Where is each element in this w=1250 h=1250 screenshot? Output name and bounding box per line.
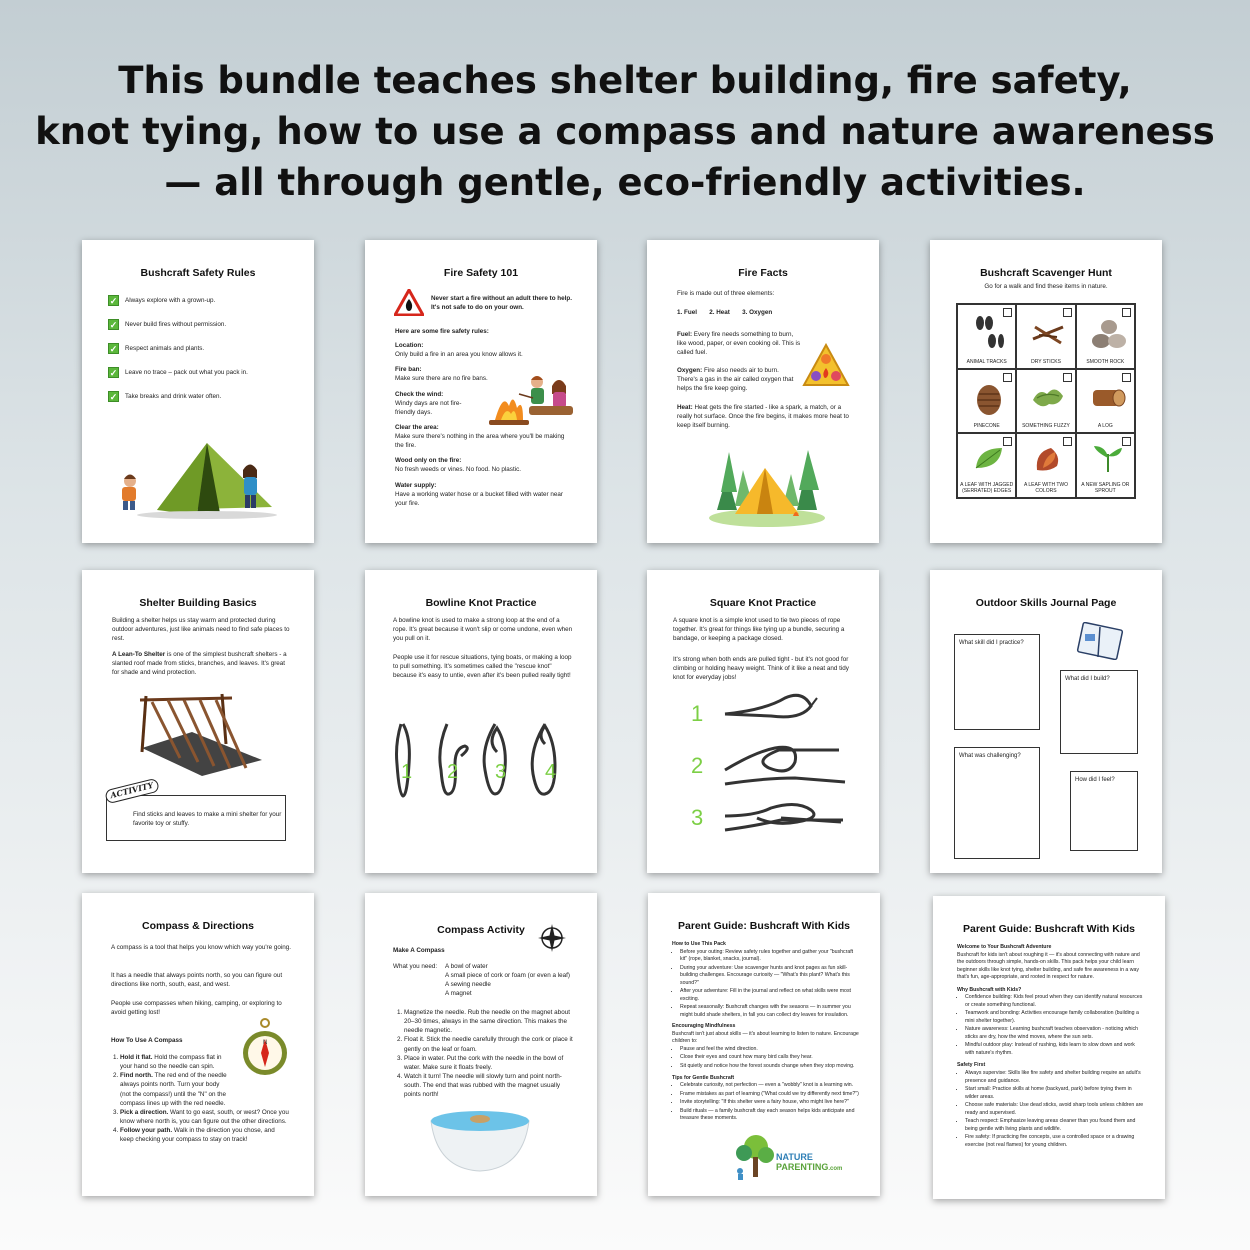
page-title: Outdoor Skills Journal Page <box>975 597 1117 609</box>
fire-rule: Location: Only build a fire in an area you know allows it. <box>395 342 523 359</box>
check-icon: ✓ <box>109 296 118 306</box>
check-icon: ✓ <box>109 368 118 378</box>
hunt-cell[interactable]: PINECONE <box>957 369 1016 434</box>
hunt-cell[interactable]: ANIMAL TRACKS <box>957 304 1016 369</box>
compass-step: 3. Pick a direction. Want to go east, south, or west? Once you know where north is, you can figure out the other directions. <box>120 1108 290 1126</box>
rule-item <box>108 319 248 330</box>
activity-sub: Make A Compass <box>393 947 445 954</box>
serrated-leaf-icon <box>972 444 1006 474</box>
hunt-cell[interactable]: A NEW SAPLING OR SPROUT <box>1076 433 1135 498</box>
warning-fire-icon <box>394 289 424 316</box>
pinecone-icon <box>972 380 1006 416</box>
water-bowl-illustration <box>427 1105 533 1175</box>
headline-line-3: — all through gentle, eco-friendly activities. <box>164 161 1086 204</box>
step-number: 2 <box>447 761 459 783</box>
nature-parenting-logo-tree <box>732 1133 776 1181</box>
page-title: Parent Guide: Bushcraft With Kids <box>677 920 850 932</box>
journal-box[interactable]: How did I feel? <box>1070 771 1138 851</box>
activity-tag: ACTIVITY <box>104 778 160 804</box>
tent-kids-illustration <box>112 435 287 520</box>
notebook-icon <box>1076 622 1126 660</box>
fact-fuel: Fuel: Every fire needs something to burn, like wood, paper, or even cooking oil. This is called fuel. <box>677 331 801 357</box>
logo-parenting: PARENTING.com <box>776 1162 843 1172</box>
activity-step: 4. Watch it turn! The needle will slowly turn and point north-south. The end that was rubbed with the magnet usually points north! <box>404 1072 575 1099</box>
page-title: Bushcraft Scavenger Hunt <box>980 267 1112 279</box>
guide-body: Welcome to Your Bushcraft Adventure Bushcraft for kids isn't about roughing it — it's about connecting with nature and the outdoors through simple, hands-on skills. This pack helps your child learn beginner skills like knot tying, shelter building, and safe fire awareness in a way that's fun, age-appropriate, and rooted in respect for nature. Why Bushcraft with Kids? • Confidence building: Kids feel proud when they can identify natural resources or create something functional. • Teamwork and bonding: Activities encourage family collaboration (building a mini shelter together). • Nature awareness: Learning bushcraft teaches observation - noticing which sticks are dry, how the wind moves, where the sun sets. • Mindful outdoor play: Instead of rushing, kids learn to slow down and work with nature's rhythm. Safety First • Always supervise: Skills like fire safety and shelter building require an adult's presence and guidance. • Start small: Practice skills at home (backyard, park) before trying them in wilder areas. • Choose safe materials: Use dead sticks, avoid sharp tools unless children are ready and supervised. • Teach respect: Emphasize leaving areas cleaner than you found them and being gentle with living plants and wildlife. • Fire safety: If practicing fire concepts, use a controlled space or a drawing exercise (not real flames) for young children. <box>957 944 1145 1150</box>
page-journal <box>930 570 1162 873</box>
page-safety-rules <box>82 240 314 543</box>
sprout-icon <box>1091 444 1125 474</box>
needs-list: A bowl of water A small piece of cork or foam (or even a leaf) A sewing needle A magnet <box>445 963 570 998</box>
page-title: Bushcraft Safety Rules <box>140 267 256 279</box>
journal-box[interactable]: What was challenging? <box>954 747 1040 859</box>
lean-to-illustration <box>132 688 272 780</box>
hunt-cell[interactable]: A LOG <box>1076 369 1135 434</box>
check-icon: ✓ <box>109 320 118 330</box>
step-number: 3 <box>691 805 704 830</box>
dry-sticks-icon <box>1031 315 1065 349</box>
step-number: 1 <box>401 761 413 783</box>
page-parent-guide-1 <box>648 893 880 1196</box>
page-scavenger-hunt <box>930 240 1162 543</box>
compass-steps <box>111 1053 289 1144</box>
fire-warning: Never start a fire without an adult there to help. It's not safe to do on your own. <box>431 295 573 312</box>
activity-step: 1. Magnetize the needle. Rub the needle on the magnet about 20–30 times, always in the same direction. This makes the needle magnetic. <box>404 1008 575 1035</box>
compass-p3: People use compasses when hiking, camping, or exploring to avoid getting lost! <box>111 1000 282 1017</box>
page-title: Fire Safety 101 <box>443 267 519 279</box>
fact-heat: Heat: Heat gets the fire started - like a spark, a match, or a really hot surface. Once the fire begins, it makes more heat to keep itself burning. <box>677 404 849 430</box>
animal-tracks-icon <box>972 315 1004 349</box>
rules-list <box>108 295 248 415</box>
hunt-cell[interactable]: DRY STICKS <box>1016 304 1075 369</box>
bowline-p1: A bowline knot is used to make a strong loop at the end of a rope. It's great because it won't slip or come undone, even when you pull on it. <box>393 617 573 643</box>
headline-line-2: knot tying, how to use a compass and nature awareness <box>35 110 1215 153</box>
fact-oxygen: Oxygen: Fire also needs air to burn. There's a gas in the air called oxygen that helps the fire keep going. <box>677 367 794 393</box>
compass-step: 2. Find north. The red end of the needle always points north. Turn your body (not the compass!) until the "N" on the compass lines up with the red needle. <box>120 1071 231 1108</box>
rule-item <box>108 367 248 378</box>
rule-item <box>108 391 248 402</box>
hunt-grid <box>956 303 1136 499</box>
rule-text: Leave no trace – pack out what you pack in. <box>125 368 248 376</box>
compass-p2: It has a needle that always points north, so you can figure out directions like north, south, east, and west. <box>111 972 283 989</box>
logo-nature: NATURE <box>776 1152 813 1162</box>
page-title: Square Knot Practice <box>709 597 817 609</box>
square-p1: A square knot is a simple knot used to tie two pieces of rope together. It's great for things like tying up a bundle, securing a bandage, or keeping a package closed. <box>673 617 845 643</box>
shelter-leanto: A Lean-To Shelter is one of the simplest bushcraft shelters - a slanted roof made from sticks, branches, and leaves. It's great for shade and wind protection. <box>112 651 287 677</box>
step-number: 3 <box>495 761 507 783</box>
page-compass-activity <box>365 893 597 1196</box>
square-knot-steps-illustration <box>721 692 849 837</box>
facts-elements: 1. Fuel 2. Heat 3. Oxygen <box>677 309 773 316</box>
journal-box[interactable]: What skill did I practice? <box>954 634 1040 730</box>
rule-text: Take breaks and drink water often. <box>125 392 222 400</box>
page-title: Compass & Directions <box>141 920 255 932</box>
bowline-p2: People use it for rescue situations, tying boats, or making a loop to pull something. It's sometimes called the "rescue knot" because it's easy to untie, even after it's been pulled really tight! <box>393 654 572 680</box>
hunt-cell[interactable]: A LEAF WITH JAGGED (SERRATED) EDGES <box>957 433 1016 498</box>
rule-item <box>108 343 248 354</box>
smooth-rock-icon <box>1091 315 1127 349</box>
two-color-leaf-icon <box>1031 444 1065 474</box>
step-number: 4 <box>545 761 557 783</box>
page-compass-directions <box>82 893 314 1196</box>
page-square-knot <box>647 570 879 873</box>
rule-text: Never build fires without permission. <box>125 320 227 328</box>
page-shelter <box>82 570 314 873</box>
compass-step: 4. Follow your path. Walk in the direction you chose, and keep checking your compass to stay on track! <box>120 1126 290 1144</box>
page-bowline <box>365 570 597 873</box>
svg-text:N: N <box>263 1040 268 1046</box>
page-title: Fire Facts <box>738 267 788 279</box>
need-label: What you need: <box>393 963 438 970</box>
campfire-kids-illustration <box>483 370 575 432</box>
page-fire-safety <box>365 240 597 543</box>
compass-icon <box>240 1017 290 1079</box>
page-title: Bowline Knot Practice <box>425 597 537 609</box>
fire-rule: Check the wind: Windy days are not fire-friendly days. <box>395 390 462 416</box>
facts-intro: Fire is made out of three elements: <box>677 290 775 297</box>
step-number: 2 <box>691 753 704 778</box>
journal-box[interactable]: What did I build? <box>1060 670 1138 754</box>
fire-rule: Water supply: Have a working water hose or a bucket filled with water near your fire. <box>395 481 563 507</box>
page-title: Compass Activity <box>437 924 525 936</box>
howto-heading: How To Use A Compass <box>111 1037 183 1044</box>
compass-rose-icon <box>535 921 569 955</box>
hunt-subtitle: Go for a walk and find these items in nature. <box>984 283 1108 290</box>
page-title: Parent Guide: Bushcraft With Kids <box>962 923 1135 935</box>
hunt-cell[interactable]: SMOOTH ROCK <box>1076 304 1135 369</box>
shelter-intro: Building a shelter helps us stay warm and protected during outdoor adventures, just like animals need to find safe places to rest. <box>112 617 290 643</box>
step-number: 1 <box>691 701 704 726</box>
fire-intro: Here are some fire safety rules: <box>395 328 489 335</box>
rule-text: Respect animals and plants. <box>125 344 205 352</box>
hunt-cell[interactable]: A LEAF WITH TWO COLORS <box>1016 433 1075 498</box>
page-fire-facts <box>647 240 879 543</box>
activity-step: 3. Place in water. Put the cork with the needle in the bowl of water. Make sure it floats freely. <box>404 1054 575 1072</box>
fire-rule: Clear the area: Make sure there's nothing in the area where you'll be making the fire. <box>395 423 565 450</box>
fire-rule: Wood only on the fire: No fresh weeds or vines. No food. No plastic. <box>395 457 521 474</box>
compass-step: 1. Hold it flat. Hold the compass flat in your hand so the needle can spin. <box>120 1053 231 1071</box>
checkbox[interactable] <box>1003 308 1012 317</box>
square-p2: It's strong when both ends are pulled tight - but it's not good for climbing or holding heavy weight. Think of it like a neat and tidy knot for everyday jobs! <box>673 656 849 682</box>
tent-forest-illustration <box>707 440 827 528</box>
rule-text: Always explore with a grown-up. <box>125 296 216 304</box>
check-icon: ✓ <box>109 392 118 402</box>
moss-icon <box>1031 380 1065 414</box>
guide-body: How to Use This Pack • Before your outing: Review safety rules together and gather your "bushcraft kit" (rope, blanket, snacks, journal). • During your adventure: Use scavenger hunts and knot pages as fun skill-building challenges. Encourage curiosity — "What's this plant? What's this sound?" • After your adventure: Fill in the journal and reflect on what skills were most exciting. • Repeat seasonally: Bushcraft changes with the seasons — in summer you might build shade shelters, in fall you can collect dry leaves for insulation. Encouraging Mindfulness Bushcraft isn't just about skills — it's about learning to listen to nature. Encourage children to: • Pause and feel the wind direction. • Close their eyes and count how many bird calls they hear. • Sit quietly and notice how the forest sounds change when they stop moving. Tips for Gentle Bushcraft • Celebrate curiosity, not perfection — even a "wobbly" knot is a learning win. • Frame mistakes as part of learning ("What could we try differently next time?") • Invite storytelling: "If this shelter were a fairy house, who might live here?" • Build rituals — a family bushcraft day each season helps kids anticipate and treasure these moments. <box>672 941 860 1124</box>
page-title: Shelter Building Basics <box>139 597 257 609</box>
page-parent-guide-2 <box>933 896 1165 1199</box>
rule-item <box>108 295 248 306</box>
check-icon: ✓ <box>109 344 118 354</box>
log-icon <box>1091 380 1127 414</box>
activity-steps <box>395 1008 575 1099</box>
hunt-cell[interactable]: SOMETHING FUZZY <box>1016 369 1075 434</box>
fire-rule: Fire ban: Make sure there are no fire bans. <box>395 366 488 383</box>
activity-box <box>106 779 286 841</box>
activity-step: 2. Float it. Stick the needle carefully through the cork or place it gently on the leaf or foam. <box>404 1035 575 1053</box>
activity-text: Find sticks and leaves to make a mini shelter for your favorite toy or stuffy. <box>133 811 282 828</box>
compass-p1: A compass is a tool that helps you know which way you're going. <box>111 944 292 951</box>
fire-triangle-icon <box>802 343 850 389</box>
headline-line-1: This bundle teaches shelter building, fire safety, <box>118 59 1132 102</box>
headline <box>0 55 1250 208</box>
